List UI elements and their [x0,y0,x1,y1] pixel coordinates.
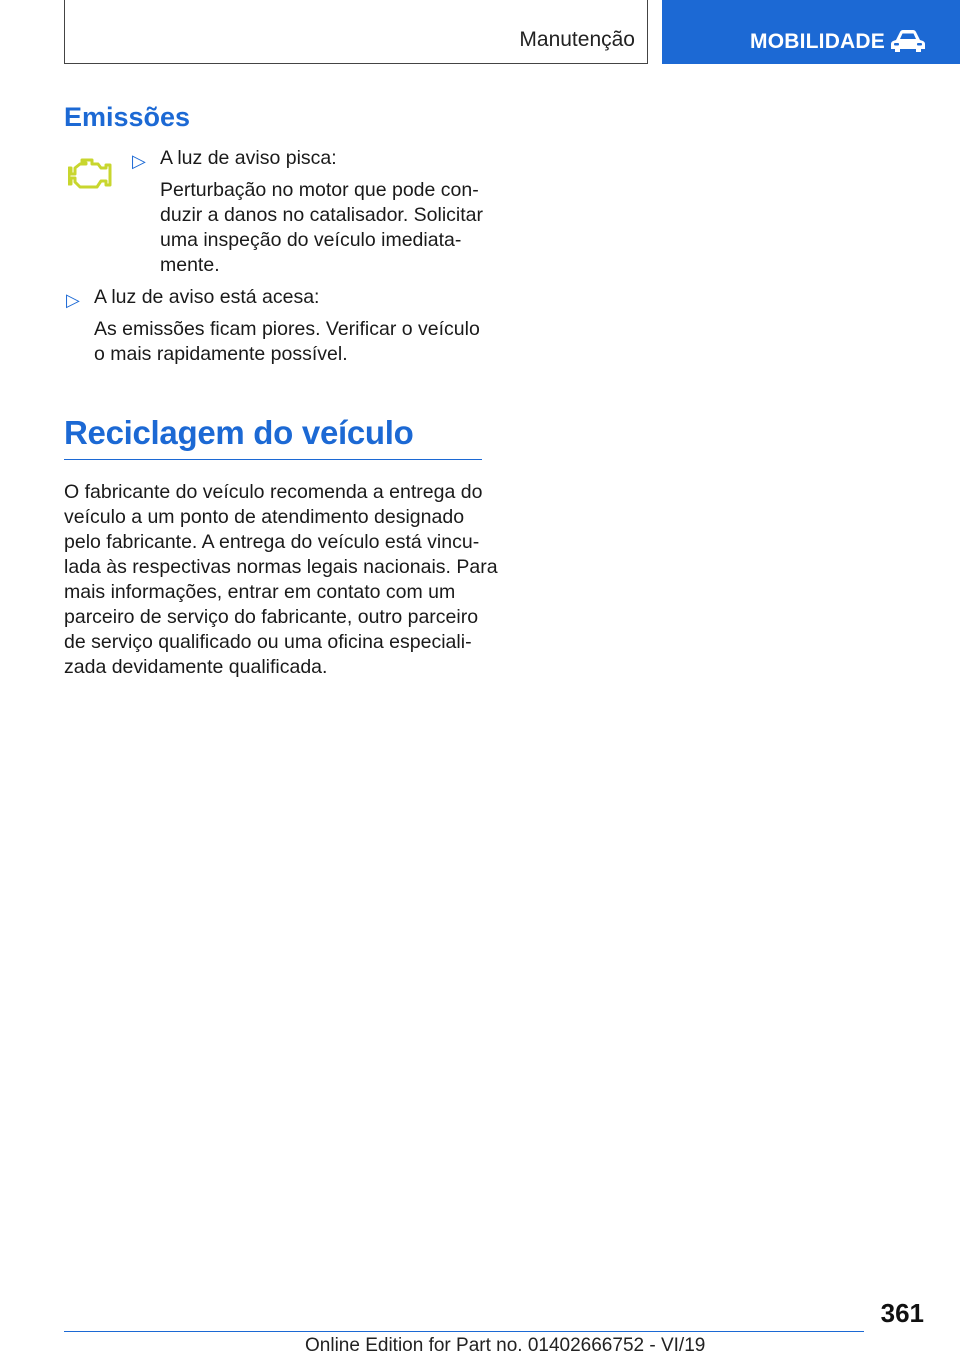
header-chapter-box [64,0,648,64]
text-line: O fabricante do veículo recomenda a entrega do [64,481,483,503]
text-line: veículo a um ponto de atendimento designado [64,506,465,528]
recycling-paragraph [64,480,498,680]
section-tab[interactable] [662,0,960,64]
text-line: de serviço qualificado ou uma oficina especiali- [64,631,472,653]
recycling-title: Reciclagem do veículo [64,414,414,451]
text-line: Perturbação no motor que pode con- [160,179,479,201]
bullet-icon: ▷ [66,290,80,310]
warning-lit-text [94,317,480,367]
car-icon [890,29,926,53]
text-line: As emissões ficam piores. Verificar o veículo [94,318,480,340]
text-line: parceiro de serviço do fabricante, outro parceiro [64,606,479,628]
text-line: zada devidamente qualificada. [64,656,328,678]
engine-check-icon [68,156,118,192]
text-line: uma inspeção do veículo imediata- [160,229,462,251]
text-line: lada às respectivas normas legais nacionais. Para [64,556,498,578]
text-line: mente. [160,254,220,276]
warning-lit-heading: A luz de aviso está acesa: [94,286,320,308]
text-line: pelo fabricante. A entrega do veículo está vincu- [64,531,480,553]
edition-footer: Online Edition for Part no. 01402666752 - VI/19 [305,1335,706,1356]
section-divider [64,459,482,460]
bullet-icon: ▷ [132,151,146,171]
section-tab-label: MOBILIDADE [750,30,885,53]
warning-flashing-text [160,178,483,278]
emissions-title: Emissões [64,102,191,132]
text-line: o mais rapidamente possível. [94,343,348,365]
page-number: 361 [880,1298,924,1328]
text-line: duzir a danos no catalisador. Solicitar [160,204,484,226]
footer-divider [64,1331,864,1332]
chapter-title: Manutenção [519,28,635,51]
text-line: mais informações, entrar em contato com um [64,581,456,603]
warning-flashing-heading: A luz de aviso pisca: [160,147,337,169]
